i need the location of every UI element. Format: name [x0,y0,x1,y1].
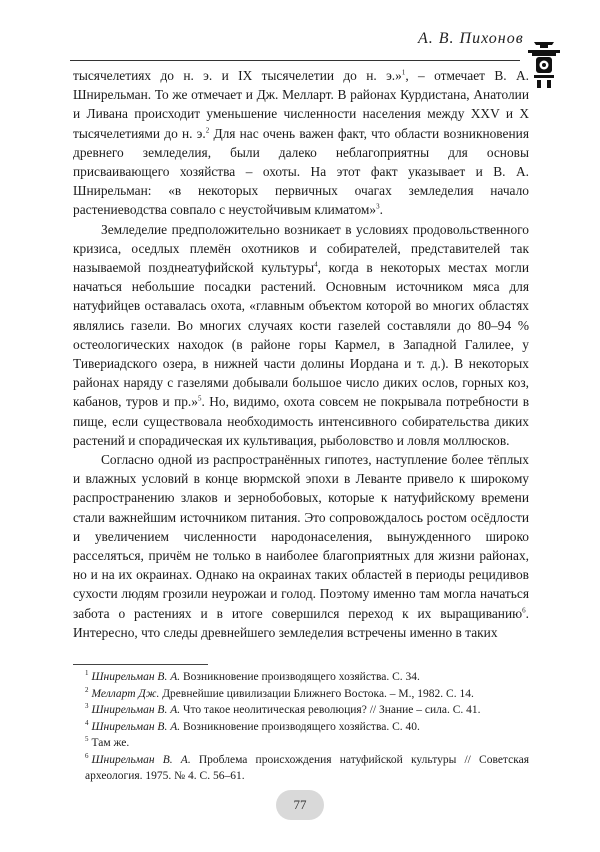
paragraph-2: Земледелие предположительно возникает в условиях продовольственного кризиса, оседлых племён охотников и собирателей, представителей так называемой позднеатуфийской культуры$^4$, когда в некоторых местах могли начаться небольшие посадки растений. Основным источником мяса для натуфийцев оставалась охота, «главным объектом которой во многих областях являлись газели. Во многих случаях кости газелей составляли до 80–94 % остеологических находок (в районе горы Кармел, в Западной Галилее, у Тивериадского озера, в нижней части долины Иордана и т. д.). В некоторых районах наряду с газелями добывали большое число диких ослов, горных коз, кабанов, туров и пр.»$^5$. Но, видимо, охота совсем не покрывала потребности в пище, если существовала необходимость интенсивного собирательства диких растений и спорадическая их культивация, рыболовство и ловля моллюсков. [73,221,530,448]
footnote-2: $^2$ Мелларт Дж. Древнейшие цивилизации Ближнего Востока. – М., 1982. С. 14. [85,685,474,700]
footnote-3: $^3$ Шнирельман В. А. Что такое неолитическая революция? // Знание – сила. С. 41. [85,702,481,716]
paragraph-3: Согласно одной из распространённых гипотез, наступление более тёплых и влажных условий в конце вюрмской эпохи в Леванте привело к широкому распространению злаков и зернобобовых, которые к натуфийскому времени стали важнейшим источником питания. Это сопровождалось ростом осёдлости и увеличением численности народонаселения, вынужденного широко расселяться, причём не только в наиболее благоприятных для жизни районах, но и на их окраинах. Однако на окраинах таких областей в периоды рецидивов сухости людям грозили неурожаи и голод. Поэтому именно там могла начаться забота о растениях и в итоге совершился переход к их выращиванию$^6$. Интересно, что следы древнейшего земледелия встречены именно в таких [73,452,529,640]
header-rule [70,60,520,61]
page-number: 77 [276,790,324,820]
footnote-1: $^1$ Шнирельман В. А. Возникновение производящего хозяйства. С. 34. [85,669,420,683]
main-text [73,66,529,642]
footnotes [73,669,529,785]
paragraph-1: тысячелетиях до н. э. и IX тысячелетии до н. э.»$^1$, – отмечает В. А. Шнирельман. То же отмечает и Дж. Мелларт. В районах Курдистана, Анатолии и Ливана происходит уменьшение численности населения между XXV и X тысячелетиями до н. э.$^2$ Для нас очень важен факт, что области возникновения древнего земледелия, были далеко неблагоприятны для основы присваивающего хозяйства – охоты. На этот факт указывает и В. А. Шнирельман: «в некоторых первичных очагах земледелия начало растениеводства совпало с неустойчивым климатом»$^3$. [73,68,529,218]
author-signature: А. В. Пихонов [418,30,524,47]
footnote-5: $^5$ Там же. [85,735,130,749]
bird-ornament-icon [526,42,562,90]
footnote-4: $^4$ Шнирельман В. А. Возникновение производящего хозяйства. С. 40. [85,718,420,733]
footnote-6: $^6$ Шнирельман В. А. Проблема происхождения натуфийской культуры // Советская археология. 1975. № 4. С. 56–61. [85,751,530,782]
footnote-rule [73,664,208,665]
